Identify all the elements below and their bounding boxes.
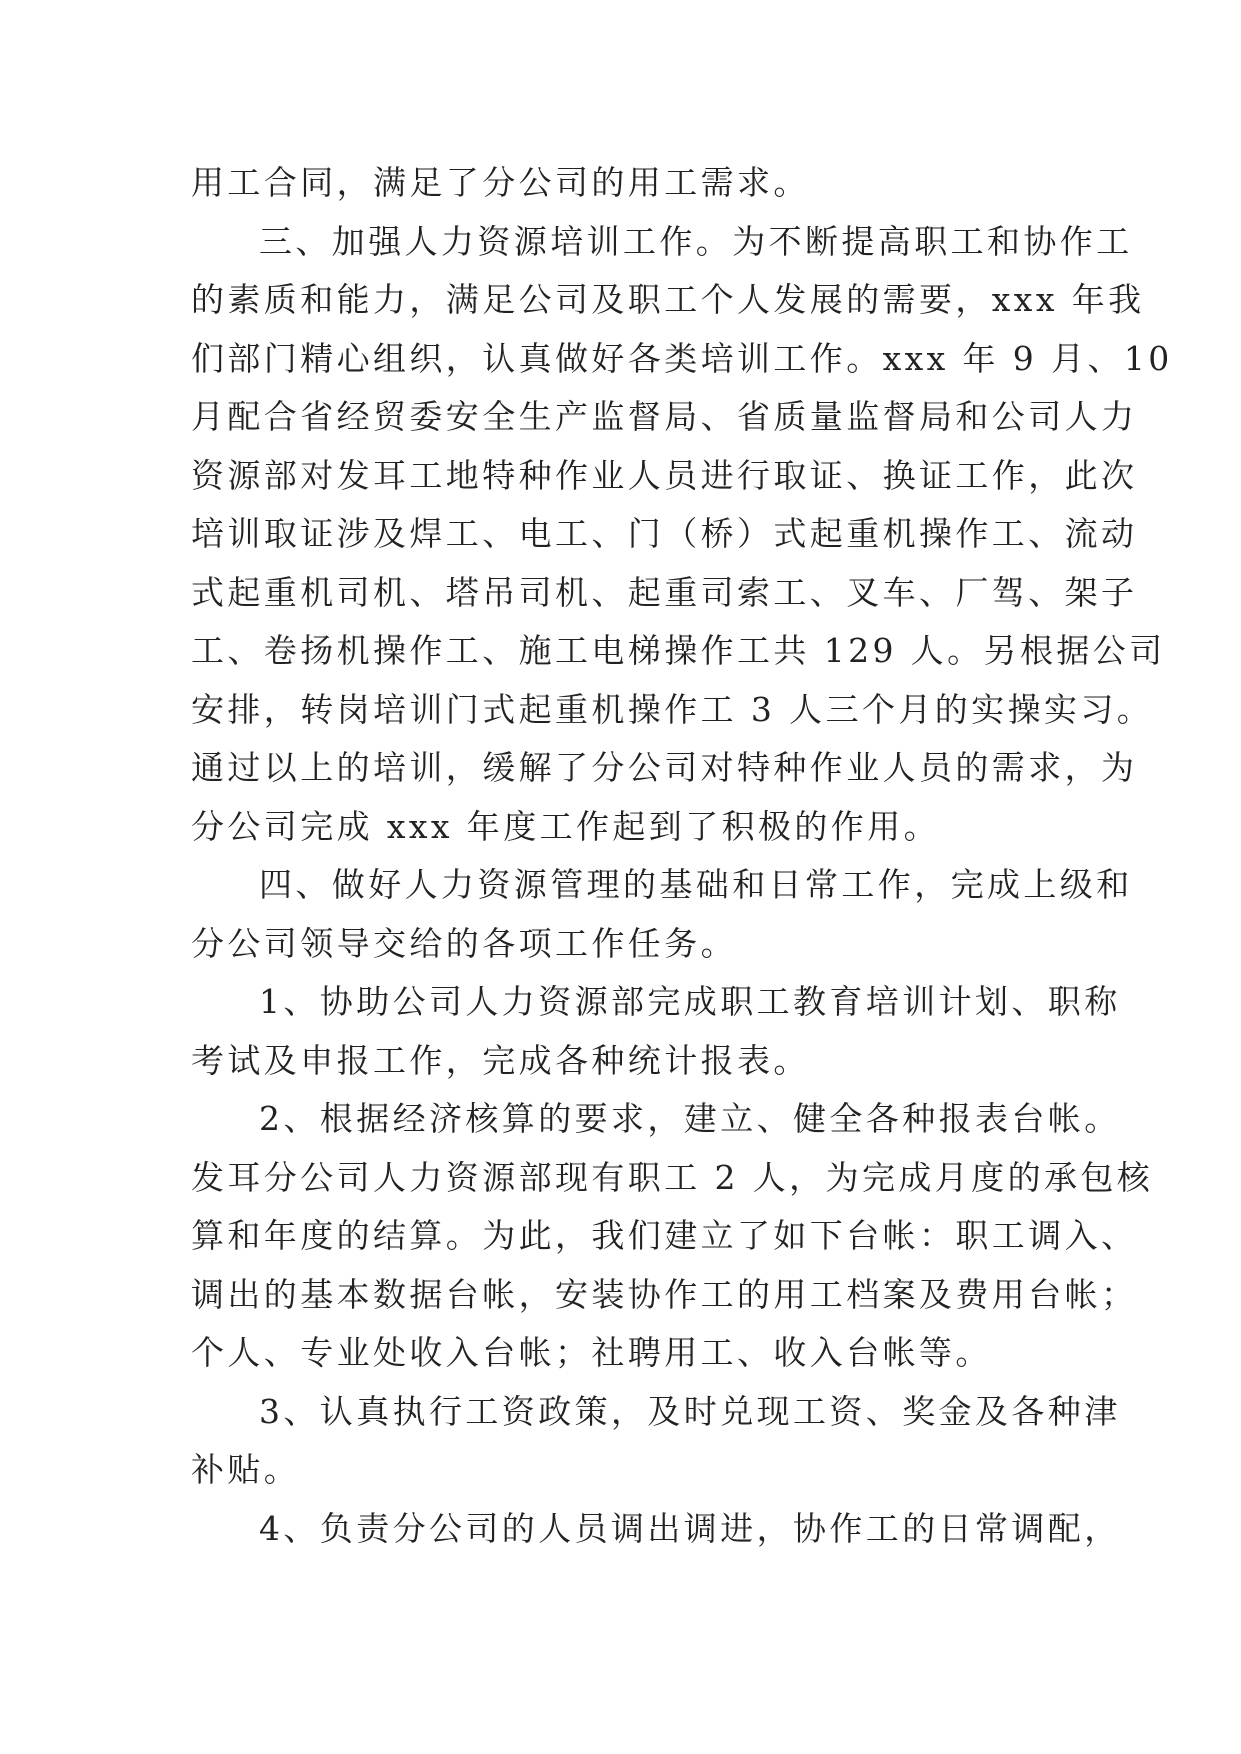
text-line: 发耳分公司人力资源部现有职工 2 人，为完成月度的承包核 [191, 1157, 1154, 1197]
text-line: 考试及申报工作，完成各种统计报表。 [191, 1040, 810, 1080]
text-line: 1、协助公司人力资源部完成职工教育培训计划、职称 [259, 982, 1121, 1021]
text-line: 的素质和能力，满足公司及职工个人发展的需要，xxx 年我 [191, 280, 1145, 319]
text-line: 培训取证涉及焊工、电工、门（桥）式起重机操作工、流动 [191, 514, 1138, 553]
text-line: 4、负责分公司的人员调出调进，协作工的日常调配， [259, 1508, 1121, 1548]
text-line: 补贴。 [191, 1450, 301, 1489]
text-line: 个人、专业处收入台帐；社聘用工、收入台帐等。 [191, 1333, 992, 1372]
text-line: 工、卷扬机操作工、施工电梯操作工共 129 人。另根据公司 [191, 631, 1166, 670]
text-line: 用工合同，满足了分公司的用工需求。 [191, 163, 810, 202]
text-line: 月配合省经贸委安全生产监督局、省质量监督局和公司人力 [191, 397, 1138, 436]
text-line: 通过以上的培训，缓解了分公司对特种作业人员的需求，为 [191, 748, 1138, 787]
text-line: 们部门精心组织，认真做好各类培训工作。xxx 年 9 月、10 [191, 338, 1173, 378]
text-line: 安排，转岗培训门式起重机操作工 3 人三个月的实操实习。 [191, 689, 1154, 729]
text-line: 算和年度的结算。为此，我们建立了如下台帐：职工调入、 [191, 1216, 1138, 1255]
text-line: 三、加强人力资源培训工作。为不断提高职工和协作工 [259, 221, 1133, 261]
text-line: 资源部对发耳工地特种作业人员进行取证、换证工作，此次 [191, 455, 1138, 495]
text-line: 3、认真执行工资政策，及时兑现工资、奖金及各种津 [259, 1391, 1121, 1431]
text-line: 四、做好人力资源管理的基础和日常工作，完成上级和 [259, 865, 1133, 904]
text-line: 分公司领导交给的各项工作任务。 [191, 923, 737, 963]
text-line: 2、根据经济核算的要求，建立、健全各种报表台帐。 [259, 1099, 1121, 1138]
document-body [191, 154, 1173, 1558]
text-line: 调出的基本数据台帐，安装协作工的用工档案及费用台帐； [191, 1274, 1138, 1314]
text-line: 式起重机司机、塔吊司机、起重司索工、叉车、厂驾、架子 [191, 572, 1138, 612]
text-line: 分公司完成 xxx 年度工作起到了积极的作用。 [191, 806, 941, 846]
